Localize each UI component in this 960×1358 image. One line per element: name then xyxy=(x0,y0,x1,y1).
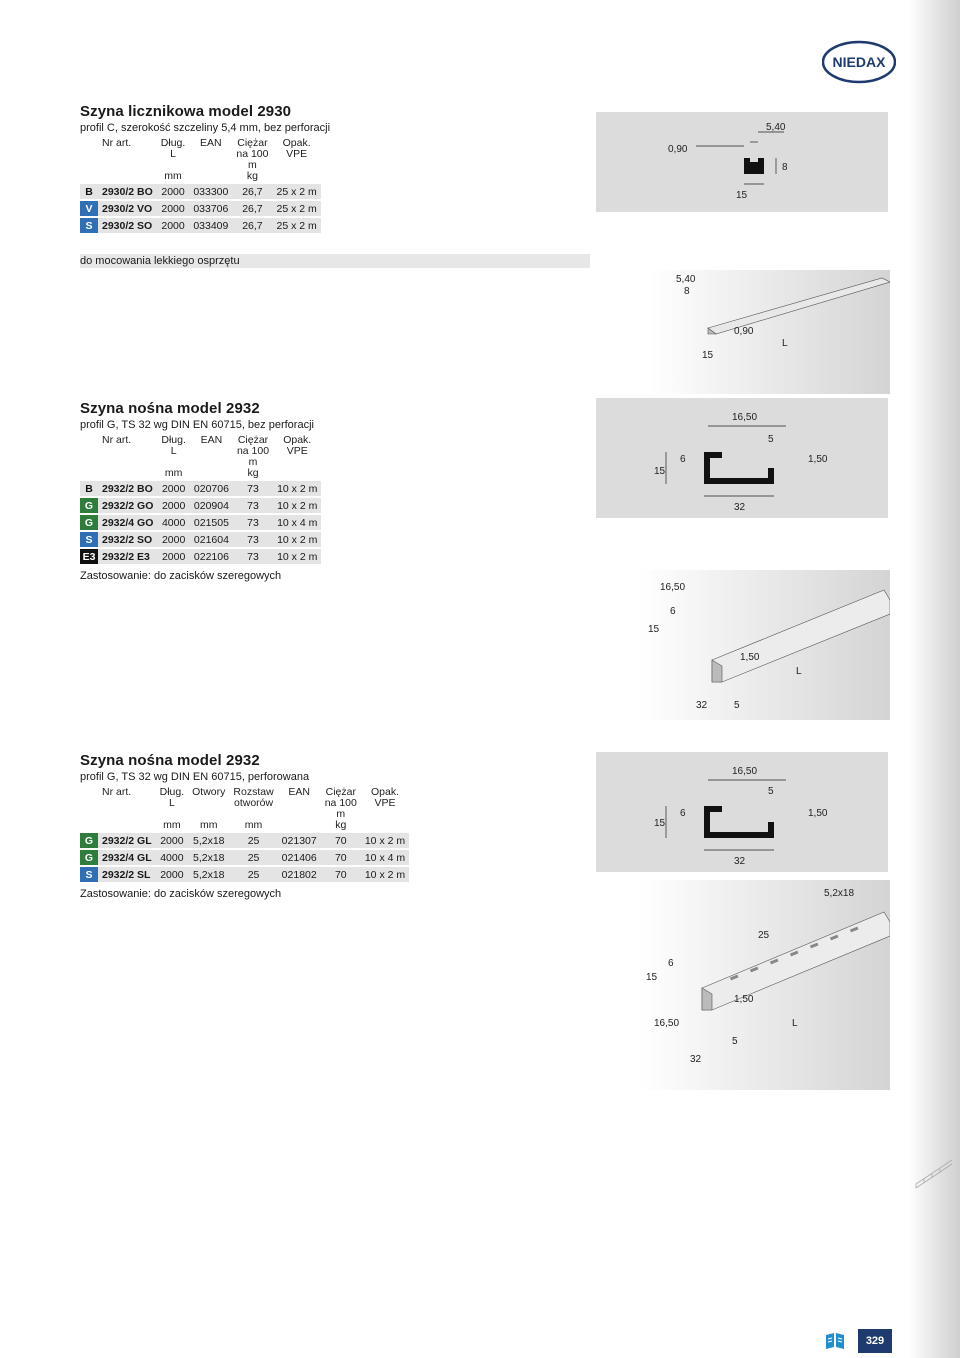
dim-label: 16,50 xyxy=(732,766,758,777)
col-header: Rozstaw otworów xyxy=(233,786,274,809)
col-header: EAN xyxy=(288,786,310,798)
cell: 021604 xyxy=(190,531,233,548)
table-header xyxy=(80,138,321,171)
cell: 10 x 2 m xyxy=(273,497,321,514)
table-row xyxy=(80,866,409,882)
cell: 10 x 2 m xyxy=(273,548,321,564)
cell: 2932/2 GO xyxy=(98,497,157,514)
dim-label: 15 xyxy=(702,350,714,361)
dim-label: 16,50 xyxy=(732,412,758,423)
dim-label: 6 xyxy=(680,454,686,465)
unit: mm xyxy=(200,819,218,831)
col-header: Opak. VPE xyxy=(282,137,311,160)
section-title: Szyna nośna model 2932 xyxy=(80,752,260,769)
dim-label: 1,50 xyxy=(740,652,760,663)
cell: 021802 xyxy=(278,866,321,882)
dim-label: 15 xyxy=(654,818,666,829)
col-header: Dług. L xyxy=(159,786,185,809)
cell: 10 x 4 m xyxy=(273,514,321,531)
cell: 73 xyxy=(233,497,273,514)
cell: 26,7 xyxy=(232,183,272,200)
dim-label: 15 xyxy=(646,972,658,983)
cell: 5,2x18 xyxy=(188,849,229,866)
profile-diagram-2930 xyxy=(596,112,888,212)
dim-label: 1,50 xyxy=(808,454,828,465)
col-header: Nr art. xyxy=(102,137,132,149)
unit: mm xyxy=(244,819,263,831)
iso-diagram-2932-perf xyxy=(640,880,890,1090)
cell: 2932/2 GL xyxy=(98,832,156,849)
product-table xyxy=(80,435,321,564)
cell: 2932/2 SO xyxy=(98,531,157,548)
col-header: Nr art. xyxy=(102,434,132,446)
dim-label: 16,50 xyxy=(654,1018,680,1029)
cell: 033706 xyxy=(189,200,232,217)
cell: 26,7 xyxy=(232,200,272,217)
product-table xyxy=(80,138,321,233)
dim-label: 0,90 xyxy=(668,144,688,155)
finish-code: G xyxy=(80,514,98,531)
dim-label: 6 xyxy=(668,958,674,969)
cell: 73 xyxy=(233,531,273,548)
cell: 2930/2 BO xyxy=(98,183,157,200)
iso-svg xyxy=(650,270,890,394)
unit: mm xyxy=(164,170,182,182)
dim-label: 0,90 xyxy=(734,326,754,337)
table-row xyxy=(80,217,321,233)
finish-code: S xyxy=(80,217,98,233)
cell: 2932/2 BO xyxy=(98,480,157,497)
cell: 2932/4 GL xyxy=(98,849,156,866)
table-header xyxy=(80,787,409,820)
cell: 2930/2 VO xyxy=(98,200,157,217)
finish-code: G xyxy=(80,849,98,866)
unit: mm xyxy=(164,467,183,479)
usage-note: Zastosowanie: do zacisków szeregowych xyxy=(80,570,282,582)
cell: 2000 xyxy=(157,200,190,217)
dim-label: L xyxy=(782,338,788,349)
dim-label: 32 xyxy=(696,700,708,711)
cell: 25 x 2 m xyxy=(272,217,320,233)
dim-label: 1,50 xyxy=(808,808,828,819)
cell: 021307 xyxy=(278,832,321,849)
unit: kg xyxy=(335,819,347,831)
cell: 10 x 2 m xyxy=(273,531,321,548)
dim-label: 5,2x18 xyxy=(824,888,855,899)
rail-sketch-svg xyxy=(912,1150,956,1190)
dim-label: 32 xyxy=(734,502,746,513)
section-subtitle: profil G, TS 32 wg DIN EN 60715, bez perforacji xyxy=(80,419,314,431)
cell: 022106 xyxy=(190,548,233,564)
section-2932-solid xyxy=(80,400,321,582)
cell: 73 xyxy=(233,480,273,497)
dim-label: 8 xyxy=(684,286,690,297)
finish-code: S xyxy=(80,531,98,548)
usage-note: do mocowania lekkiego osprzętu xyxy=(80,254,590,268)
section-subtitle: profil G, TS 32 wg DIN EN 60715, perforowana xyxy=(80,771,310,783)
cell: 020904 xyxy=(190,497,233,514)
finish-code: S xyxy=(80,866,98,882)
dim-label: L xyxy=(792,1018,798,1029)
profile-diagram-2932-perf xyxy=(596,752,888,872)
dim-label: 15 xyxy=(654,466,666,477)
cell: 2932/4 GO xyxy=(98,514,157,531)
dim-label: L xyxy=(796,666,802,677)
dim-label: 32 xyxy=(690,1054,702,1065)
table-row xyxy=(80,832,409,849)
niedax-logo xyxy=(822,40,896,84)
table-units xyxy=(80,171,321,183)
cell: 10 x 2 m xyxy=(361,866,409,882)
profile-diagram-2932 xyxy=(596,398,888,518)
iso-diagram-2930 xyxy=(650,270,890,394)
cell: 70 xyxy=(321,866,361,882)
cell: 2000 xyxy=(156,866,189,882)
cell: 020706 xyxy=(190,480,233,497)
table-row xyxy=(80,183,321,200)
cell: 021505 xyxy=(190,514,233,531)
table-row xyxy=(80,200,321,217)
cell: 2000 xyxy=(157,531,190,548)
col-header: Opak. VPE xyxy=(370,786,399,809)
cell: 4000 xyxy=(157,514,190,531)
cell: 5,2x18 xyxy=(188,866,229,882)
profile-svg xyxy=(596,752,888,872)
col-header: Ciężar na 100 m xyxy=(324,786,357,820)
cell: 26,7 xyxy=(232,217,272,233)
cell: 2932/2 E3 xyxy=(98,548,157,564)
dim-label: 5,40 xyxy=(766,122,786,133)
dim-label: 5,40 xyxy=(676,274,696,285)
cell: 70 xyxy=(321,832,361,849)
logo-wordmark: NIEDAX xyxy=(832,54,886,70)
cell: 2930/2 SO xyxy=(98,217,157,233)
cell: 021406 xyxy=(278,849,321,866)
finish-code: V xyxy=(80,200,98,217)
cell: 25 xyxy=(229,849,277,866)
finish-code: G xyxy=(80,832,98,849)
finish-code: G xyxy=(80,497,98,514)
finish-code: B xyxy=(80,183,98,200)
section-2932-perforated xyxy=(80,752,409,900)
col-header: Ciężar na 100 m xyxy=(236,434,270,468)
dim-label: 5 xyxy=(768,786,774,797)
decorative-rail-sketch xyxy=(912,1150,956,1190)
dim-label: 6 xyxy=(670,606,676,617)
unit: kg xyxy=(247,467,259,479)
finish-code: E3 xyxy=(80,548,98,564)
col-header: EAN xyxy=(200,137,222,149)
usage-note: Zastosowanie: do zacisków szeregowych xyxy=(80,888,282,900)
table-units xyxy=(80,820,409,832)
col-header: Opak. VPE xyxy=(283,434,312,457)
dim-label: 6 xyxy=(680,808,686,819)
dim-label: 5 xyxy=(768,434,774,445)
cell: 033409 xyxy=(189,217,232,233)
col-header: Otwory xyxy=(192,786,226,798)
dim-label: 16,50 xyxy=(660,582,686,593)
section-2930 xyxy=(80,103,330,233)
table-row xyxy=(80,849,409,866)
cell: 4000 xyxy=(156,849,189,866)
table-row xyxy=(80,548,321,564)
col-header: Dług. L xyxy=(160,137,186,160)
cell: 033300 xyxy=(189,183,232,200)
profile-svg xyxy=(596,112,888,212)
cell: 2000 xyxy=(157,217,190,233)
cell: 2000 xyxy=(157,183,190,200)
col-header: EAN xyxy=(200,434,223,446)
dim-label: 8 xyxy=(782,162,788,173)
dim-label: 32 xyxy=(734,856,746,867)
page-number: 329 xyxy=(858,1329,892,1353)
cell: 73 xyxy=(233,514,273,531)
cell: 25 xyxy=(229,866,277,882)
cell: 25 x 2 m xyxy=(272,183,320,200)
cell: 70 xyxy=(321,849,361,866)
iso-svg xyxy=(640,570,890,720)
cell: 5,2x18 xyxy=(188,832,229,849)
profile-svg xyxy=(596,398,888,518)
section-subtitle: profil C, szerokość szczeliny 5,4 mm, bez perforacji xyxy=(80,122,331,134)
dim-label: 1,50 xyxy=(734,994,754,1005)
catalog-book-icon xyxy=(824,1331,846,1351)
cell: 10 x 4 m xyxy=(361,849,409,866)
cell: 2000 xyxy=(157,497,190,514)
dim-label: 15 xyxy=(736,190,748,201)
cell: 2000 xyxy=(156,832,189,849)
section-title: Szyna nośna model 2932 xyxy=(80,400,260,417)
product-table xyxy=(80,787,409,882)
cell: 10 x 2 m xyxy=(273,480,321,497)
cell: 73 xyxy=(233,548,273,564)
dim-label: 15 xyxy=(648,624,660,635)
cell: 10 x 2 m xyxy=(361,832,409,849)
iso-diagram-2932 xyxy=(640,570,890,720)
niedax-logo-mark xyxy=(822,40,896,84)
dim-label: 5 xyxy=(734,700,740,711)
dim-label: 5 xyxy=(732,1036,738,1047)
cell: 2000 xyxy=(157,548,190,564)
section-title: Szyna licznikowa model 2930 xyxy=(80,103,292,120)
cell: 25 x 2 m xyxy=(272,200,320,217)
col-header: Dług. L xyxy=(161,434,186,457)
table-row xyxy=(80,531,321,548)
cell: 25 xyxy=(229,832,277,849)
col-header: Ciężar na 100 m xyxy=(236,137,269,171)
cell: 2932/2 SL xyxy=(98,866,156,882)
unit: mm xyxy=(163,819,181,831)
dim-label: 25 xyxy=(758,930,770,941)
col-header: Nr art. xyxy=(102,786,132,798)
table-row xyxy=(80,497,321,514)
unit: kg xyxy=(246,170,258,182)
table-row xyxy=(80,480,321,497)
finish-code: B xyxy=(80,480,98,497)
table-header xyxy=(80,435,321,468)
table-row xyxy=(80,514,321,531)
iso-svg xyxy=(640,880,890,1090)
table-units xyxy=(80,468,321,480)
cell: 2000 xyxy=(157,480,190,497)
